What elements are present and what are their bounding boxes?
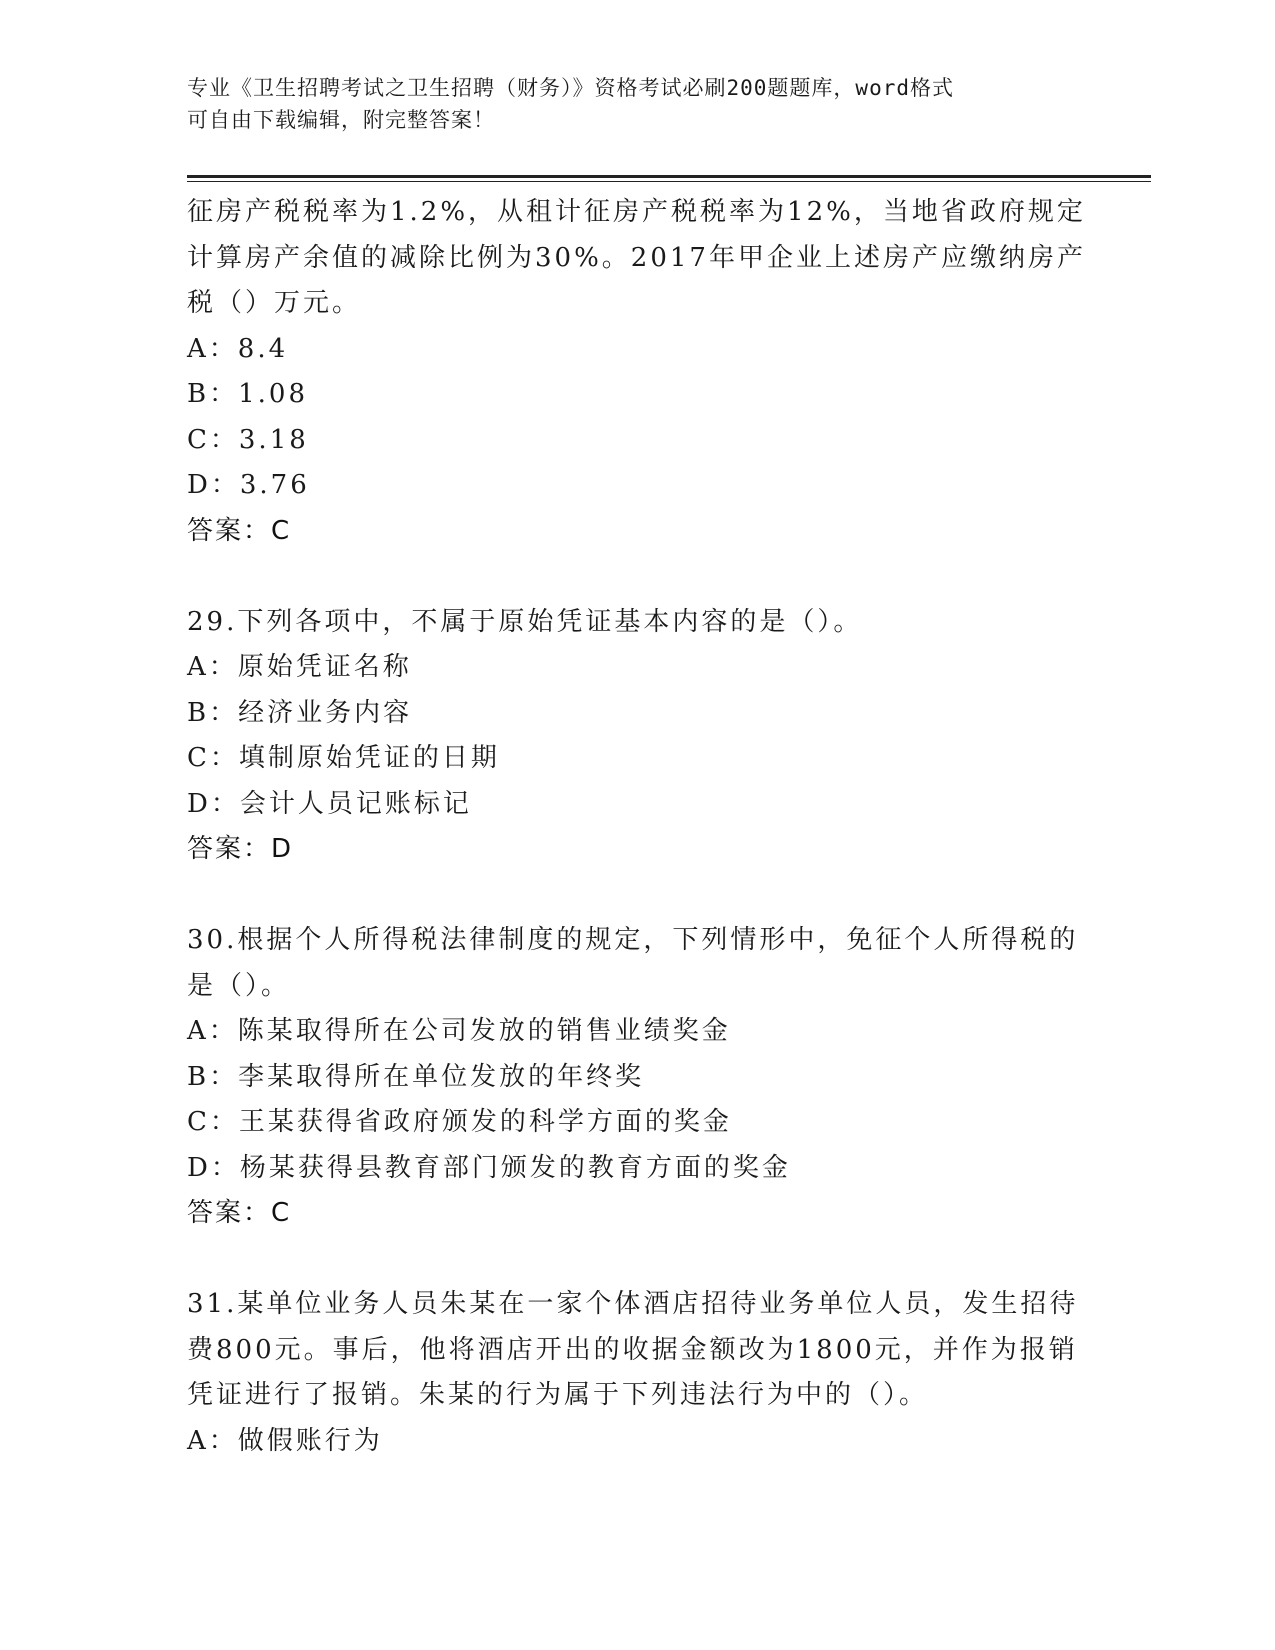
option-a: A：做假账行为: [187, 1425, 383, 1456]
question-text-line: 31.某单位业务人员朱某在一家个体酒店招待业务单位人员，发生招待: [187, 1289, 1079, 1319]
question-text-line: 凭证进行了报销。朱某的行为属于下列违法行为中的（）。: [187, 1380, 929, 1410]
answer-line: 答案：C: [187, 1198, 292, 1228]
header-divider-thick: [187, 175, 1151, 178]
question-31: [187, 1282, 1087, 1464]
header-line-1: 专业《卫生招聘考试之卫生招聘（财务）》资格考试必刷200题题库，word格式: [187, 76, 954, 100]
option-c: C：王某获得省政府颁发的科学方面的奖金: [187, 1107, 732, 1137]
option-a: A：原始凭证名称: [187, 652, 412, 682]
option-b: B：1.08: [187, 379, 308, 409]
spacer: [187, 873, 1087, 919]
document-header: [187, 72, 1067, 136]
question-30: [187, 918, 1087, 1237]
spacer: [187, 554, 1087, 600]
option-c: C：3.18: [187, 424, 309, 455]
option-d: D：会计人员记账标记: [187, 788, 472, 819]
question-text-line: 费800元。事后，他将酒店开出的收据金额改为1800元，并作为报销: [187, 1334, 1078, 1365]
question-text-line: 是（）。: [187, 970, 291, 1001]
question-text-line: 征房产税税率为1.2%，从租计征房产税税率为12%，当地省政府规定: [187, 197, 1086, 227]
question-text-line: 税（）万元。: [187, 288, 362, 318]
answer-line: 答案：D: [187, 834, 294, 864]
spacer: [187, 1237, 1087, 1283]
option-a: A：8.4: [187, 333, 289, 364]
header-line-2: 可自由下载编辑，附完整答案！: [187, 108, 495, 132]
question-text-line: 计算房产余值的减除比例为30%。2017年甲企业上述房产应缴纳房产: [187, 242, 1086, 273]
question-text-line: 30.根据个人所得税法律制度的规定，下列情形中，免征个人所得税的: [187, 925, 1079, 955]
header-divider-thin: [187, 181, 1151, 182]
option-d: D：3.76: [187, 470, 310, 500]
option-b: B：经济业务内容: [187, 697, 413, 728]
option-d: D：杨某获得县教育部门颁发的教育方面的奖金: [187, 1152, 791, 1183]
option-c: C：填制原始凭证的日期: [187, 743, 500, 773]
option-a: A：陈某取得所在公司发放的销售业绩奖金: [187, 1016, 731, 1046]
question-29: [187, 600, 1087, 873]
answer-line: 答案：C: [187, 515, 292, 546]
question-28: [187, 190, 1087, 554]
option-b: B：李某取得所在单位发放的年终奖: [187, 1061, 645, 1092]
document-body: [187, 190, 1087, 1464]
question-text-line: 29.下列各项中，不属于原始凭证基本内容的是（）。: [187, 606, 863, 637]
